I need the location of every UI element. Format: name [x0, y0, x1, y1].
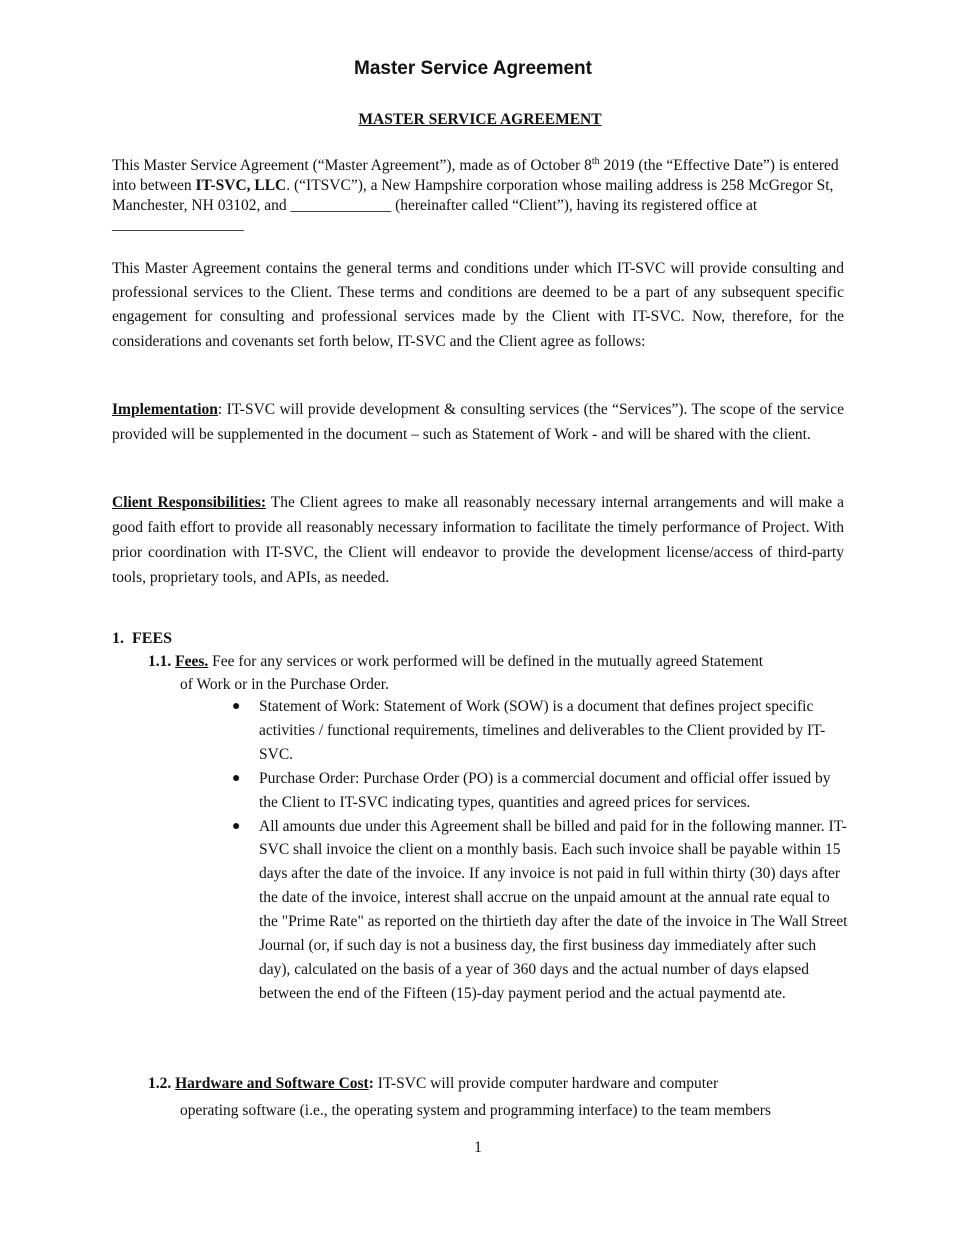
- bullet-icon: ●: [232, 699, 241, 714]
- bullet-text-billing: All amounts due under this Agreement shall be billed and paid for in the following manner. IT-SVC shall invoice the client on a monthly basis. Each such invoice shall be payable within 15 days after the date of the invoice. If any invoice is not paid in full within thirty (30) days after the date of the invoice, interest shall accrue on the unpaid amount at the annual rate equal to the "Prime Rate" as reported on the thirtieth day after the date of the invoice in The Wall Street Journal (or, if such day is not a business day, the first business day immediately after such day), calculated on the basis of a year of 360 days and the actual number of days elapsed between the end of the Fifteen (15)-day payment period and the actual paymentd ate.: [259, 817, 848, 1002]
- section-1-1-line-2: of Work or in the Purchase Order.: [180, 676, 389, 693]
- list-item: [232, 695, 848, 767]
- agreement-title: [0, 111, 956, 129]
- general-terms-paragraph: This Master Agreement contains the general terms and conditions under which IT-SVC will provide consulting and professional services to the Client. These terms and conditions are deemed to be a part of any subsequent specific engagement for consulting and professional services made by the Client with IT-SVC. Now, therefore, for the considerations and covenants set forth below, IT-SVC and the Client agree as follows:: [112, 260, 844, 350]
- client-responsibilities-text: The Client agrees to make all reasonably necessary internal arrangements and will make a good faith effort to provide all reasonably necessary information to facilitate the timely performance of Project. With prior coordination with IT-SVC, the Client will endeavor to provide the development license/access of third-party tools, proprietary tools, and APIs, as needed.: [112, 494, 844, 586]
- section-1-1-number: 1.1.: [148, 653, 172, 670]
- section-1-2-line-2: operating software (i.e., the operating system and programming interface) to the team members: [180, 1102, 771, 1119]
- section-1-2-label: Hardware and Software Cost: [175, 1075, 369, 1092]
- section-1-2-text-1: IT-SVC will provide computer hardware and computer: [373, 1075, 719, 1092]
- implementation-text: : IT-SVC will provide development & consulting services (the “Services”). The scope of the service provided will be supplemented in the document – such as Statement of Work - and will be shared with the client.: [112, 401, 844, 443]
- bullet-icon: ●: [232, 818, 241, 834]
- document-header: Master Service Agreement: [354, 58, 592, 79]
- preamble-part-3: . (“ITSVC”), a New Hampshire corporation whose mailing address is 258 McGregor St, Manchester, NH 03102, and _____________ (hereinafter called “Client”), having its registered office at _________________: [112, 176, 834, 234]
- bullet-text-sow: Statement of Work: Statement of Work (SOW) is a document that defines project specific activities / functional requirements, timelines and deliverables to the Client provided by IT-SVC.: [259, 698, 826, 763]
- preamble-part-1: This Master Service Agreement (“Master Agreement”), made as of October 8: [112, 157, 592, 174]
- list-item: [232, 767, 848, 815]
- agreement-title-text: MASTER SERVICE AGREEMENT: [358, 111, 602, 128]
- preamble-superscript: th: [591, 156, 600, 167]
- bullet-text-po: Purchase Order: Purchase Order (PO) is a commercial document and official offer issued by the Client to IT-SVC indicating types, quantities and agreed prices for services.: [259, 769, 831, 811]
- bullet-icon: ●: [232, 770, 241, 786]
- client-responsibilities-paragraph: [112, 490, 844, 590]
- implementation-paragraph: [112, 397, 844, 447]
- section-1-heading: [112, 630, 172, 648]
- section-1-2-number: 1.2.: [148, 1075, 172, 1092]
- company-name: IT-SVC, LLC: [195, 176, 287, 194]
- section-1-1-label: Fees.: [175, 653, 209, 670]
- page-number: 1: [474, 1139, 482, 1156]
- section-1-2-colon: :: [368, 1075, 374, 1092]
- list-item: [232, 815, 848, 1006]
- section-1-title: FEES: [132, 630, 173, 647]
- client-responsibilities-label: Client Responsibilities:: [112, 494, 267, 511]
- section-1-1: [148, 650, 838, 696]
- section-1-number: 1.: [112, 630, 124, 647]
- section-1-1-text-1: Fee for any services or work performed will be defined in the mutually agreed Statement: [208, 653, 764, 670]
- implementation-label: Implementation: [112, 401, 218, 418]
- section-1-2: [148, 1070, 848, 1124]
- fees-bullet-list: [232, 695, 848, 1006]
- section-1-1-line-1: [148, 650, 838, 673]
- preamble-paragraph: [112, 156, 852, 235]
- section-1-2-line-1: [148, 1070, 848, 1097]
- preamble-part-2: 2019 (the “Effective Date”) is entered into between: [112, 157, 839, 194]
